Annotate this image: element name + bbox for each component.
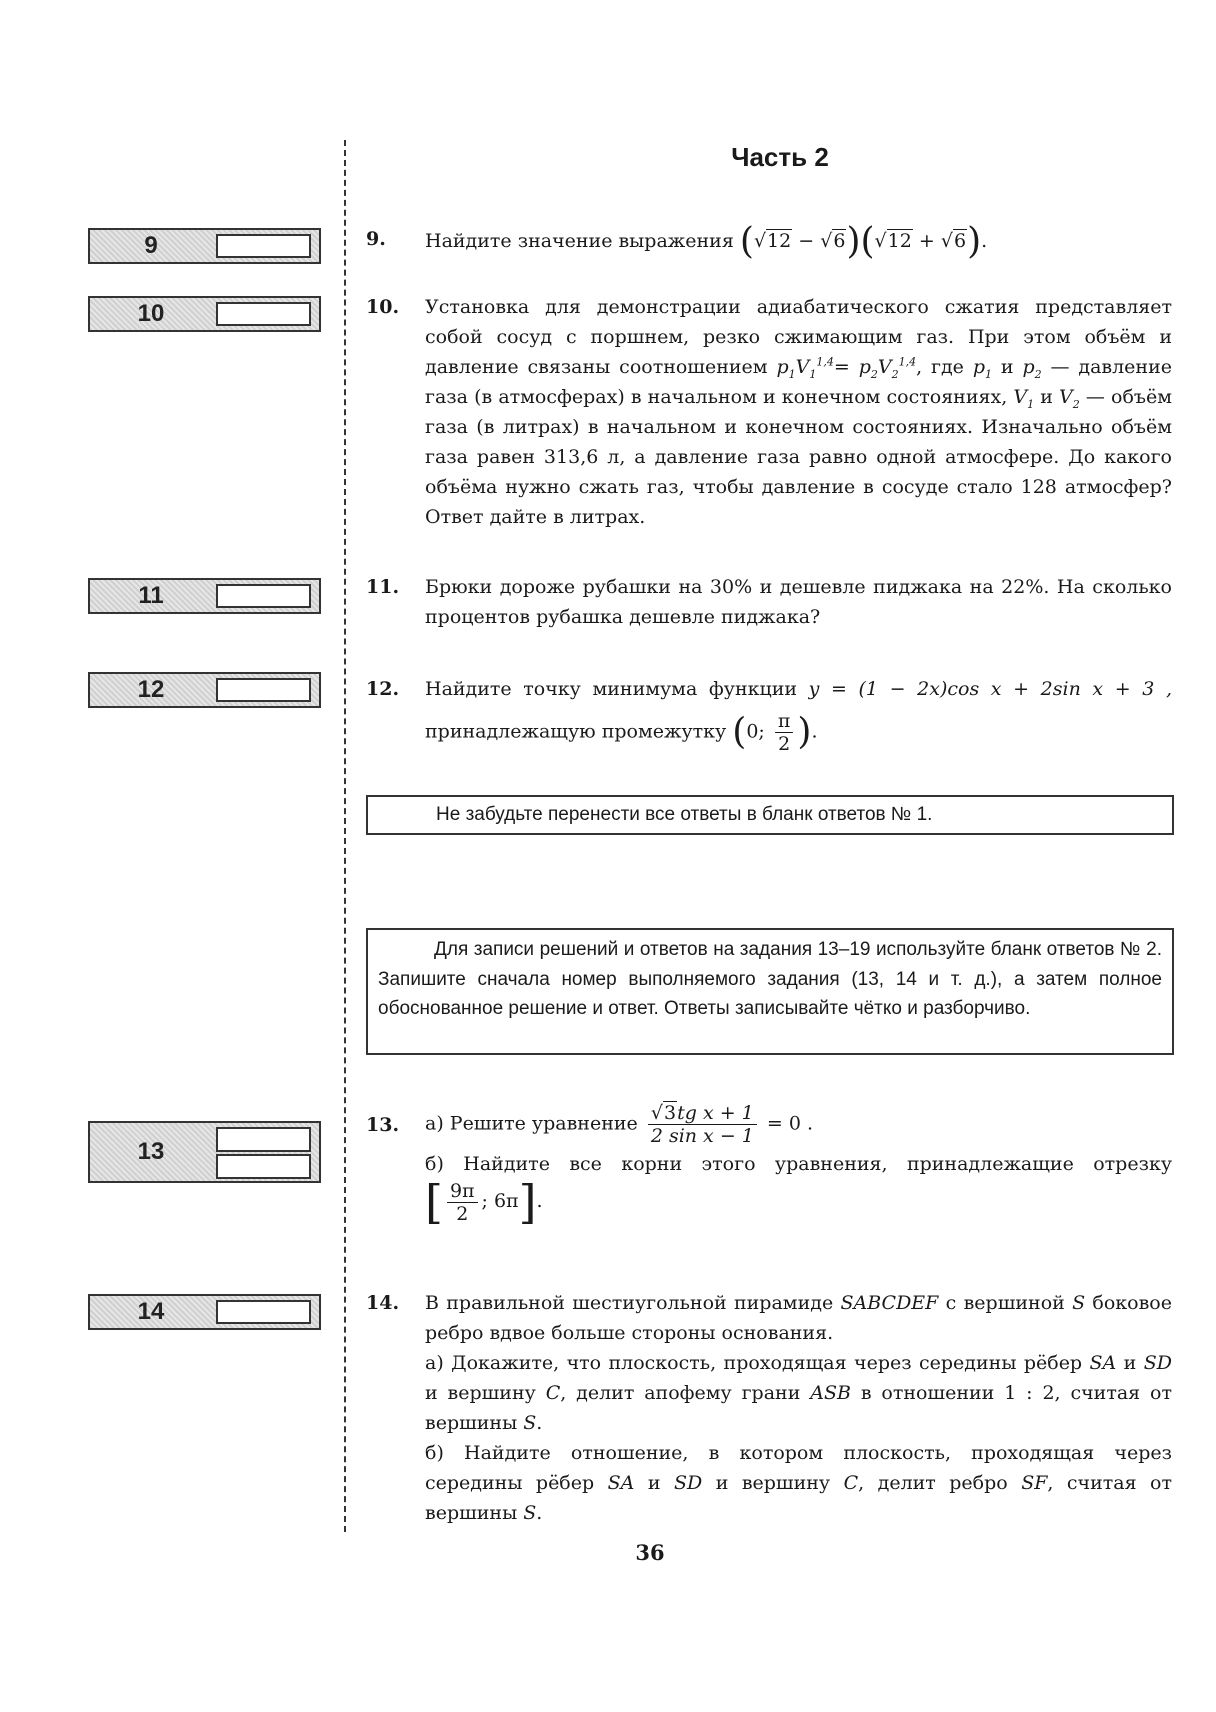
task-text: В правильной шестиугольной пирамиде [425, 1292, 834, 1314]
answer-box-label: 13 [137, 1138, 165, 1165]
task-text: , где [916, 356, 964, 378]
vertex: S [1072, 1292, 1086, 1314]
task-text: и вершину [715, 1472, 831, 1494]
radicand: 12 [887, 230, 912, 252]
task-text: и вершину [425, 1382, 536, 1404]
answer-box-label: 11 [138, 582, 164, 609]
task-text: и [1040, 386, 1053, 408]
task-text: с вершиной [945, 1292, 1065, 1314]
var-v1: $V_1$ [1013, 386, 1035, 411]
task-9: 9. Найдите значение выражения (√12 − √6)(√12 + √6). [366, 221, 988, 262]
part-title: Часть 2 [731, 142, 829, 172]
instructions-box: Для записи решений и ответов на задания 13–19 используйте бланк ответов № 2. Запишите сначала номер выполняемого задания (13, 14 и т. д.), а затем полное обоснованное решение и ответ. Ответы записывайте чётко и разборчиво. [366, 928, 1174, 1055]
operator: = [833, 356, 850, 378]
task-text: Найдите значение выражения [425, 230, 734, 252]
task-text: боковое ребро вдвое больше стороны основания. [425, 1292, 1172, 1344]
answer-field-14[interactable] [216, 1300, 311, 1324]
formula: $p_1V_1^{1,4}$ [776, 355, 834, 381]
vertex: C [843, 1472, 859, 1494]
edge: SD [1143, 1352, 1172, 1374]
answer-box-10 [88, 296, 321, 332]
task-text: и [1123, 1352, 1137, 1374]
answer-box-label: 14 [137, 1298, 165, 1325]
task-number: 13. [366, 1114, 400, 1136]
task-text: — объём газа (в литрах) в начальном и конечном состояниях. Изначально объём газа равен 313,6 л, а давление газа равно одной атмосфере. До какого объёма нужно сжать газ, чтобы давление в сосуде стало 128 атмосфер? Ответ дайте в литрах. [425, 386, 1173, 528]
task-number: 11. [366, 576, 400, 598]
task-number: 14. [366, 1292, 400, 1314]
task-10 [366, 292, 1172, 532]
punct: . [981, 230, 988, 252]
punct: . [536, 1412, 543, 1434]
operator: − [798, 230, 815, 252]
vertex: S [523, 1502, 537, 1524]
task-12: 12. Найдите точку минимума функции y = (1 − 2x)cos x + 2sin x + 3 , принадлежащую промежутку (0; $\frac{\pi}{2}$ ). [366, 674, 1172, 755]
answer-field-9[interactable] [216, 234, 311, 258]
task-text: б) Найдите отношение, в котором плоскость, проходящая через середины рёбер [425, 1442, 1172, 1494]
answer-box-label: 12 [137, 676, 165, 703]
segment-right: ; 6π [481, 1190, 519, 1212]
radicand: 6 [833, 230, 846, 252]
answer-box-14 [88, 1294, 321, 1330]
edge: SD [673, 1472, 703, 1494]
edge: SF [1021, 1472, 1048, 1494]
interval-left: 0; [746, 720, 765, 743]
punct: . [811, 720, 818, 743]
pyramid-name: SABCDEF [840, 1292, 939, 1314]
var-v2: $V_2$ [1059, 386, 1080, 411]
task-text: Найдите точку минимума функции [425, 678, 798, 700]
task-number: 12. [366, 678, 400, 700]
answer-box-11 [88, 578, 321, 614]
edge: SA [1089, 1352, 1117, 1374]
radicand: 6 [953, 230, 967, 252]
var-p1: $p_1$ [972, 356, 992, 381]
answer-box-12 [88, 672, 321, 708]
task-text: , делит апофему грани [560, 1382, 801, 1404]
task-number: 9. [366, 228, 386, 250]
transfer-answers-notice: Не забудьте перенести все ответы в бланк ответов № 1. [366, 795, 1174, 835]
task-text: а) Докажите, что плоскость, проходящая через середины рёбер [425, 1352, 1083, 1374]
punct: . [536, 1190, 543, 1212]
task-text: , считая от вершины [425, 1472, 1173, 1524]
radicand: 12 [767, 230, 792, 252]
function-formula: y = (1 − 2x)cos x + 2sin x + 3 , [808, 678, 1172, 700]
answer-field-13b[interactable] [216, 1154, 311, 1179]
task-text: Брюки дороже рубашки на 30% и дешевле пиджака на 22%. На сколько процентов рубашка дешевле пиджака? [425, 576, 1172, 628]
answer-field-10[interactable] [216, 302, 311, 326]
answer-field-12[interactable] [216, 678, 311, 702]
task-text: в отношении 1 : 2, считая от вершины [425, 1382, 1172, 1434]
task-11 [366, 572, 1172, 632]
answer-box-label: 9 [144, 232, 158, 259]
task-14 [366, 1288, 1172, 1528]
task-number: 10. [366, 296, 400, 318]
formula: $p_2V_2^{1,4}$ [858, 355, 917, 381]
answer-box-9 [88, 228, 321, 264]
equation-rhs: = 0 . [766, 1112, 814, 1135]
task-text: принадлежащую промежутку [425, 720, 727, 743]
var-p2: $p_2$ [1022, 356, 1042, 381]
answer-field-13a[interactable] [216, 1127, 311, 1152]
task-13: 13. а) Решите уравнение $\frac{\text{√3tg x + 1}}{\text{2 sin x − 1}}$ = 0 . б) Найдите все корни этого уравнения, принадлежащие отрезку [ $\frac{9\pi}{2}$ ; 6π]. [366, 1102, 1172, 1229]
punct: . [536, 1502, 543, 1524]
task-text: — давление газа (в атмосферах) в начальном и конечном состояниях, [425, 356, 1172, 408]
task-text: а) Решите уравнение [425, 1112, 638, 1135]
operator: + [918, 230, 935, 252]
vertex: S [523, 1412, 537, 1434]
task-text: б) Найдите все корни этого уравнения, принадлежащие отрезку [425, 1153, 1172, 1175]
face: ASB [810, 1382, 851, 1404]
fraction: $\frac{\pi}{2}$ [775, 710, 794, 755]
answer-box-13 [88, 1121, 321, 1183]
task-text: Установка для демонстрации адиабатического сжатия представляет собой сосуд с поршнем, резко сжимающим газ. При этом объём и давление связаны соотношением [425, 296, 1172, 378]
task-text: и [1000, 356, 1014, 378]
task-text: и [647, 1472, 661, 1494]
edge: SA [607, 1472, 635, 1494]
vertex: C [545, 1382, 561, 1404]
segment-fraction: $\frac{9\pi}{2}$ [447, 1180, 478, 1225]
equation-fraction: $\frac{\text{√3tg x + 1}}{\text{2 sin x − 1}}$ [648, 1102, 757, 1147]
answer-box-label: 10 [137, 300, 165, 327]
cut-line [344, 140, 346, 1532]
answer-field-11[interactable] [216, 584, 311, 608]
page-number: 36 [635, 1540, 665, 1565]
task-text: , делит ребро [858, 1472, 1008, 1494]
